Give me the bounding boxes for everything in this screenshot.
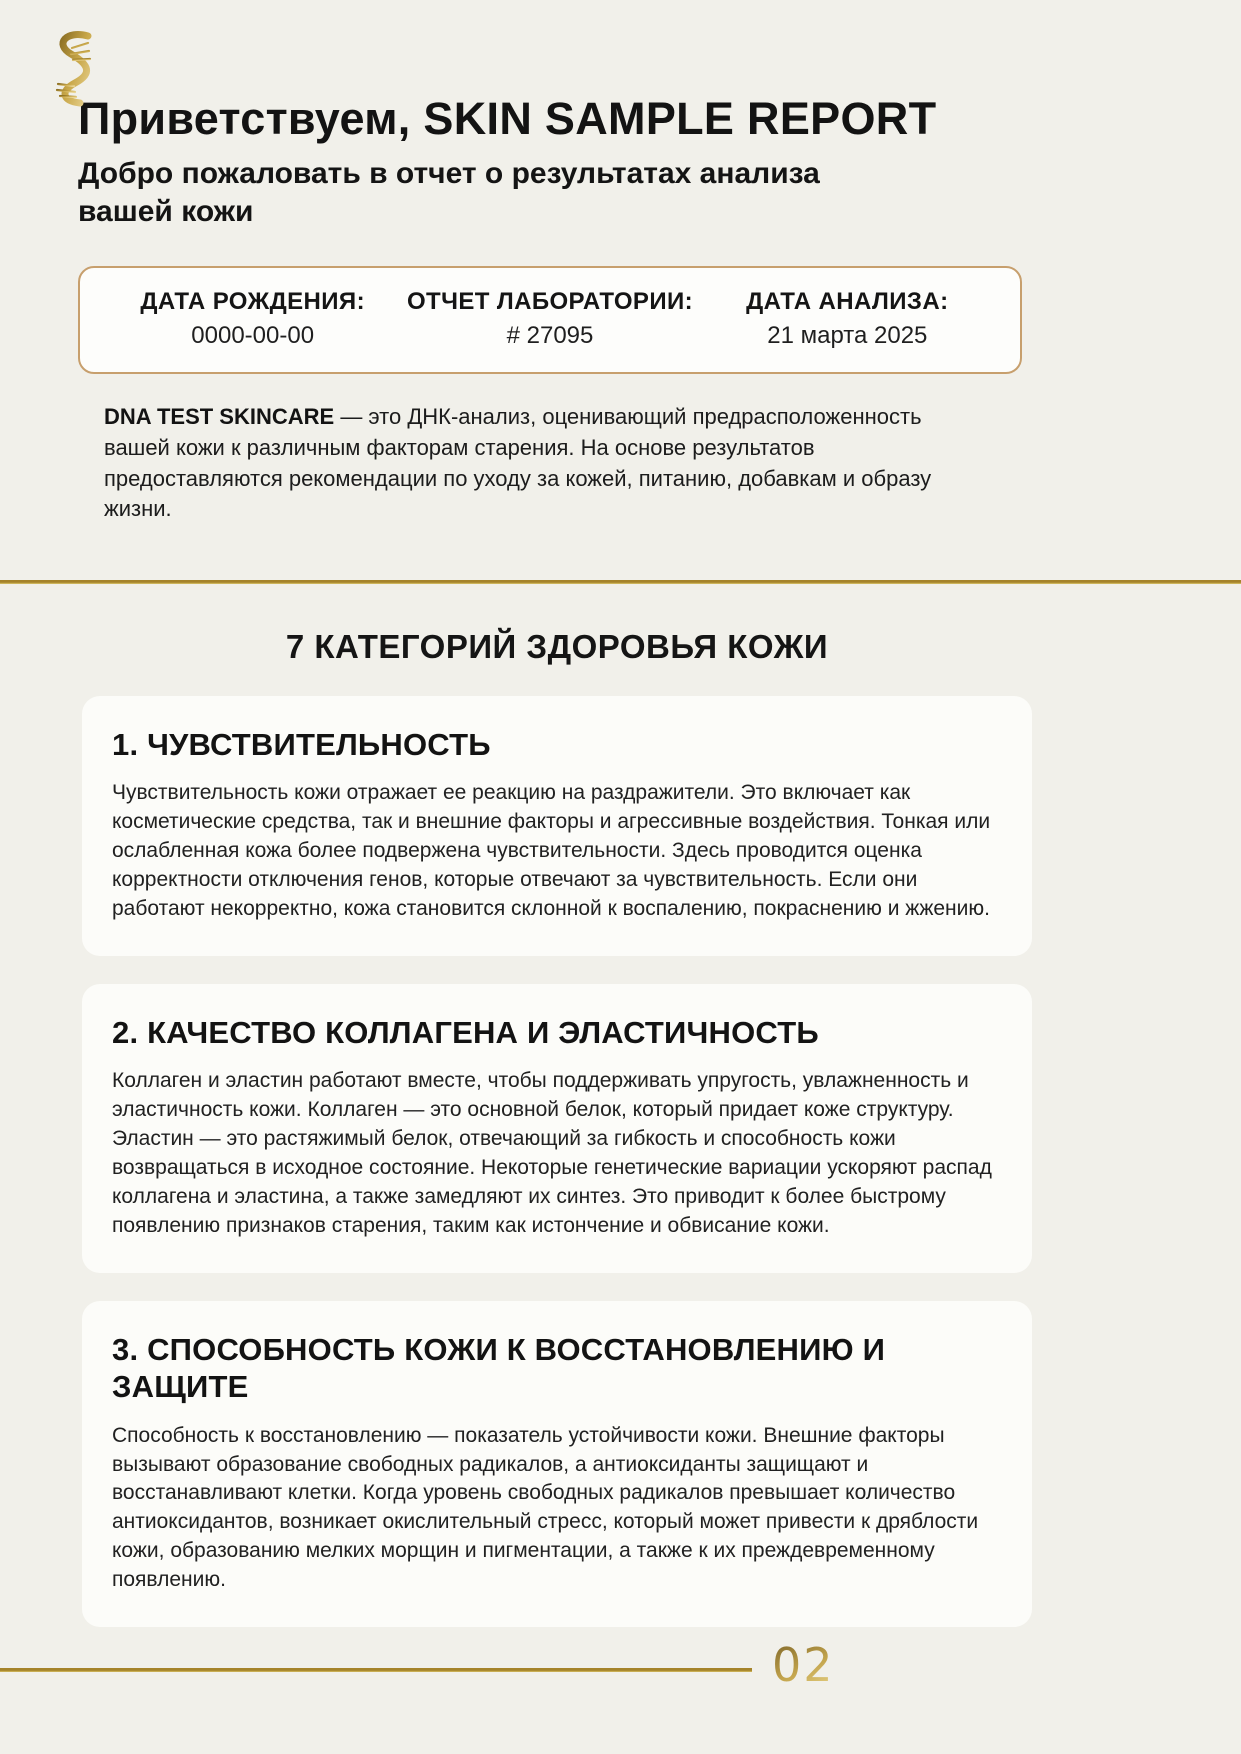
info-value: # 27095 [506,322,594,349]
category-cards [82,696,1032,1627]
category-card-repair [82,1301,1032,1627]
intro-lead: DNA TEST SKINCARE [104,404,335,429]
intro-text: — это ДНК-анализ, оценивающий предрасположенность вашей кожи к различным факторам старения. На основе результатов предоставляются рекомендации по уходу за кожей, питанию, добавкам и образу жизни. [104,404,932,522]
info-label: ДАТА РОЖДЕНИЯ: [140,288,365,315]
footer-line [0,1668,752,1672]
card-body: Коллаген и эластин работают вместе, чтобы поддерживать упругость, увлажненность и эластичность кожи. Коллаген — это основной белок, который придает коже структуру. Эластин — это растяжимый белок, отвечающий за гибкость и способность кожи возвращаться в исходное состояние. Некоторые генетические вариации ускоряют распад коллагена и эластина, а также замедляют их синтез. Это приводит к более быстрому появлению признаков старения, таким как истончение и обвисание кожи. [112,1069,992,1238]
page-subtitle-line-1: Добро пожаловать в отчет о результатах анализа [78,157,820,190]
card-title: 2. КАЧЕСТВО КОЛЛАГЕНА И ЭЛАСТИЧНОСТЬ [112,1015,819,1051]
category-card-collagen [82,984,1032,1273]
info-field-analysis-date [699,288,996,350]
info-value: 0000-00-00 [191,322,315,349]
dna-helix-logo-icon [44,28,106,108]
card-title: 3. СПОСОБНОСТЬ КОЖИ К ВОССТАНОВЛЕНИЮ И ЗАЩИТЕ [112,1332,886,1405]
info-label: ДАТА АНАЛИЗА: [746,288,949,315]
page-title: Приветствуем, SKIN SAMPLE REPORT [78,93,937,144]
card-body: Способность к восстановлению — показатель устойчивости кожи. Внешние факторы вызывают образование свободных радикалов, а антиоксиданты защищают и восстанавливают клетки. Когда уровень свободных радикалов превышает количество антиоксидантов, возникает окислительный стресс, который может привести к дряблости кожи, образованию мелких морщин и пигментации, а также к их преждевременному появлению. [112,1423,979,1592]
page-subtitle [78,155,1241,230]
intro-paragraph [104,402,984,525]
page-number: 02 [772,1638,835,1692]
page-subtitle-line-2: вашей кожи [78,194,254,228]
card-title: 1. ЧУВСТВИТЕЛЬНОСТЬ [112,727,491,763]
section-divider [0,580,1241,584]
category-card-sensitivity [82,696,1032,956]
info-field-lab-report [401,288,698,350]
info-value: 21 марта 2025 [767,322,928,349]
report-info-box [78,266,1022,374]
categories-heading: 7 КАТЕГОРИЙ ЗДОРОВЬЯ КОЖИ [285,628,829,666]
info-label: ОТЧЕТ ЛАБОРАТОРИИ: [406,288,694,315]
info-field-birthdate [104,288,401,350]
card-body: Чувствительность кожи отражает ее реакцию на раздражители. Это включает как косметические средства, так и внешние факторы и агрессивные воздействия. Тонкая или ослабленная кожа более подвержена чувствительности. Здесь проводится оценка корректности отключения генов, которые отвечают за чувствительность. Если они работают некорректно, кожа становится склонной к воспалению, покраснению и жжению. [112,781,991,921]
